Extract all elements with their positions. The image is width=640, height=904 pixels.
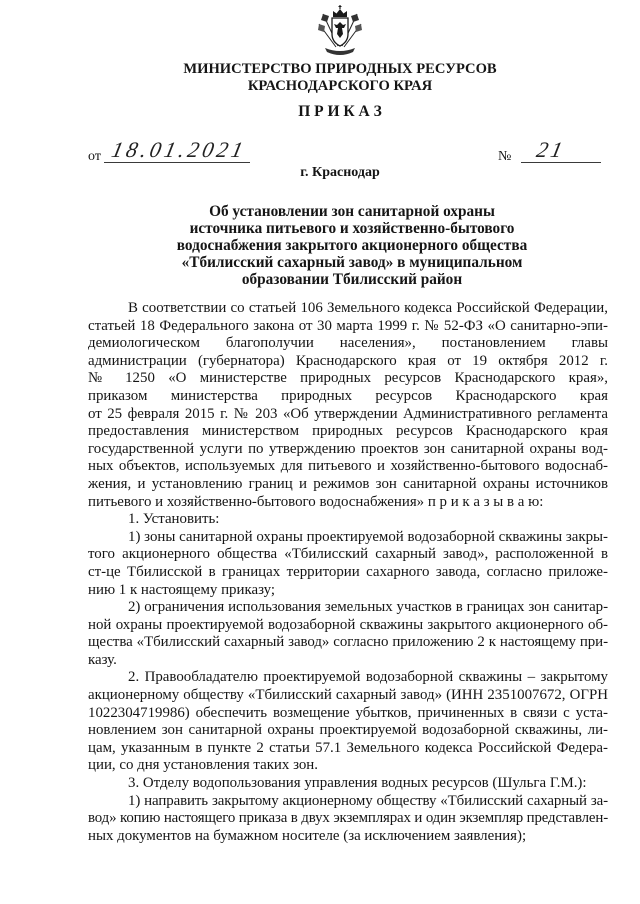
body-line: администрации (губернатора) Краснодарского края от 19 октября 2012 г. [88,352,608,369]
title-line: Об установлении зон санитарной охраны [209,203,495,220]
body-line: 3. Отделу водопользования управления водных ресурсов (Шульга Г.М.): [128,775,587,792]
body-line: 1. Установить: [128,511,220,528]
coat-of-arms-icon [317,4,363,58]
body-paragraph [88,669,608,775]
ministry-region-line: КРАСНОДАРСКОГО КРАЯ [247,78,433,94]
body-paragraph [88,529,608,599]
body-line: ции, со дня установления таких зон. [88,757,318,774]
ministry-name [40,61,640,95]
body-line: статьей 18 Федерального закона от 30 марта 1999 г. № 52-ФЗ «О санитарно-эпи- [88,317,608,334]
body-line: 2) ограничения использования земельных участков в границах зон санитар- [128,599,608,616]
number-underline [521,162,601,163]
date-underline [104,162,250,163]
body-line: цам, указанным в пункте 2 статьи 57.1 Земельного кодекса Российской Федера- [88,739,608,756]
body-line: 1) зоны санитарной охраны проектируемой водозаборной скважины закры- [128,528,608,545]
body-line: ных документов на бумажном носителе (за исключением заявления); [88,827,527,844]
document-body [88,300,608,845]
body-line: 1) направить закрытому акционерному обществу «Тбилисский сахарный за- [128,792,608,809]
body-line: нию 1 к настоящему приказу; [88,581,276,598]
body-line: казу. [88,651,117,668]
body-line: 1022304719986) обеспечить возмещение убытков, причиненных в связи с уста- [88,704,608,721]
date-prefix: от [88,149,101,164]
body-paragraph [88,793,608,846]
body-paragraph [88,599,608,669]
body-paragraph [88,300,608,511]
body-line: того акционерного общества «Тбилисский сахарный завод», расположенной в [88,546,608,563]
body-line: ст-це Тбилисской в границах территории сахарного завода, согласно приложе- [88,563,608,580]
body-paragraph [88,775,608,793]
body-line: 2. Правообладателю проектируемой водозаборной скважины – закрытому [128,669,608,686]
body-line: новлением зон санитарной охраны проектируемой водозаборной скважины, ли- [88,722,608,739]
body-line: щества «Тбилисский сахарный завод» согласно приложению 2 к настоящему при- [88,634,608,651]
title-line: образовании Тбилисский район [241,271,463,288]
document-type: П Р И К А З [298,103,382,120]
body-line: акционерному обществу «Тбилисский сахарный завод» (ИНН 2351007672, ОГРН [88,687,608,704]
handwritten-date: 18.01.2021 [109,137,249,162]
handwritten-number: 21 [534,137,568,162]
body-line: демиологическом благополучии населения», постановлением главы [88,335,608,352]
body-line: от 25 февраля 2015 г. № 203 «Об утверждении Административного регламента [88,405,608,422]
title-line: водоснабжения закрытого акционерного общества [176,237,528,254]
body-line: ной охраны проектируемой водозаборной скважины закрытого акционерного об- [88,616,608,633]
body-line: вод» копию настоящего приказа в двух экземплярах и один экземпляр представлен- [88,810,608,827]
body-paragraph [88,511,608,529]
body-line: приказом министерства природных ресурсов Краснодарского края [88,387,608,404]
body-line: предоставления министерством природных ресурсов Краснодарского края [88,423,608,440]
city-line: г. Краснодар [300,165,380,180]
body-line: № 1250 «О министерстве природных ресурсов Краснодарского края», [88,370,608,387]
body-line: ных объектов, используемых для питьевого и хозяйственно-бытового водоснаб- [88,458,608,475]
body-line: питьевого и хозяйственно-бытового водоснабжения» п р и к а з ы в а ю: [88,493,544,510]
document-title [88,203,616,288]
title-line: «Тбилисский сахарный завод» в муниципальном [181,254,523,271]
body-line: В соответствии со статьей 106 Земельного кодекса Российской Федерации, [128,300,608,316]
body-line: жения, и установлению границ и режимов зон санитарной охраны источников [88,475,608,492]
ministry-name-line: МИНИСТЕРСТВО ПРИРОДНЫХ РЕСУРСОВ [183,61,497,77]
body-line: государственной услуги по утверждению проектов зон санитарной охраны вод- [88,440,608,457]
title-line: источника питьевого и хозяйственно-бытового [189,220,515,237]
number-prefix: № [498,149,512,164]
